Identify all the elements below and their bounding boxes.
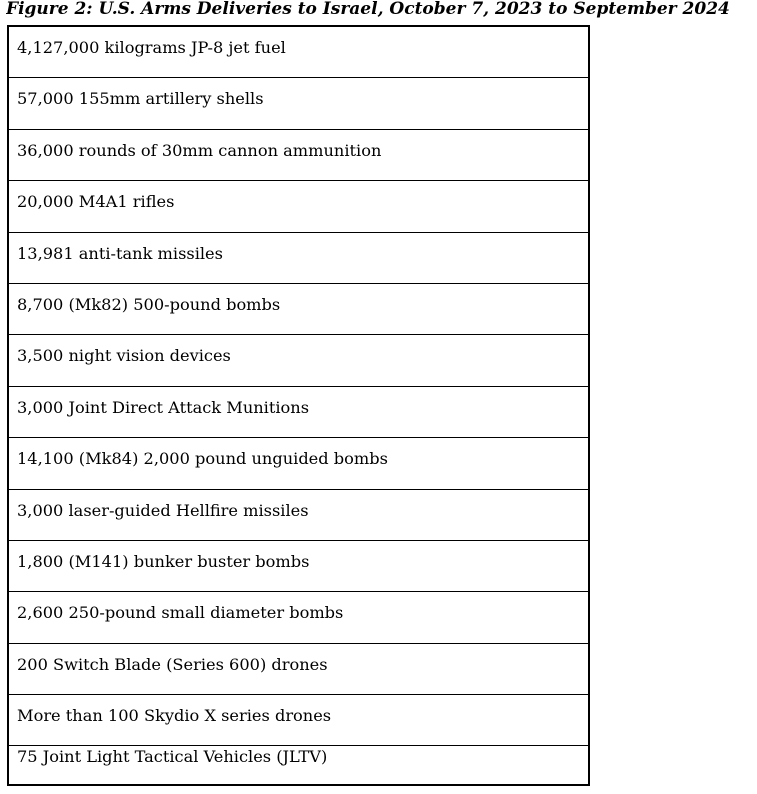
table-row: 75 Joint Light Tactical Vehicles (JLTV) [17, 747, 328, 767]
table-row: 2,600 250-pound small diameter bombs [9, 592, 588, 643]
table-row: More than 100 Skydio X series drones [9, 695, 588, 746]
table-row: 14,100 (Mk84) 2,000 pound unguided bombs [9, 438, 588, 489]
table-row: 57,000 155mm artillery shells [9, 78, 588, 129]
figure-caption: Figure 2: U.S. Arms Deliveries to Israel, October 7, 2023 to September 2024 [6, 0, 730, 19]
arms-deliveries-table [7, 25, 590, 786]
table-row: 200 Switch Blade (Series 600) drones [9, 644, 588, 695]
table-row: 20,000 M4A1 rifles [9, 181, 588, 232]
table-row: 3,500 night vision devices [9, 335, 588, 386]
table-row: 1,800 (M141) bunker buster bombs [9, 541, 588, 592]
table-row: 8,700 (Mk82) 500-pound bombs [9, 284, 588, 335]
table-row: 3,000 laser-guided Hellfire missiles [9, 490, 588, 541]
table-row: 13,981 anti-tank missiles [9, 233, 588, 284]
table-row: 4,127,000 kilograms JP-8 jet fuel [9, 27, 588, 78]
table-row: 3,000 Joint Direct Attack Munitions [9, 387, 588, 438]
table-row: 36,000 rounds of 30mm cannon ammunition [9, 130, 588, 181]
